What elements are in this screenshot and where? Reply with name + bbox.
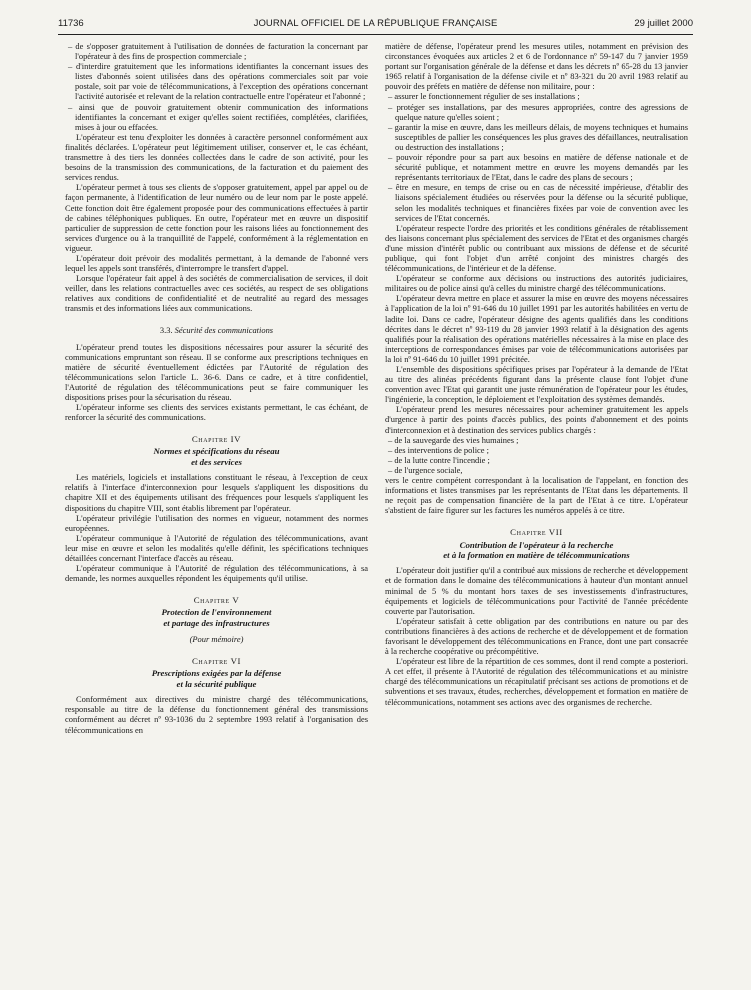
page-number: 11736 [58, 18, 84, 29]
paragraph: L'opérateur prend les mesures nécessaires pour acheminer gratuitement les appels d'urgence à partir des points d'accès publics, des points d'abonnement et des points d'interconnexion et à destination des services publics chargés : [385, 404, 688, 435]
paragraph: L'opérateur informe ses clients des services existants permettant, le cas échéant, de renforcer la sécurité des communications. [65, 402, 368, 423]
paragraph: L'opérateur privilégie l'utilisation des normes en vigueur, notamment des normes européennes. [65, 512, 368, 533]
chapter-title-line: Protection de l'environnement [161, 607, 272, 618]
section-heading [65, 325, 368, 335]
list-item: – de s'opposer gratuitement à l'utilisation de données de facturation la concernant par l'opérateur à des fins de prospection commerciale ; [68, 41, 368, 62]
paragraph: L'opérateur est libre de la répartition de ces sommes, dont il rend compte a posteriori. A cet effet, il présente à l'Autorité de régulation des télécommunications et au ministre chargé des télécommunications un récapitulatif précisant ses actions de promotions et de subventions et ses travaux, études, recherches, développement et formation en matière de télécommunications, notamment ses actions avec des organismes de recherche. [385, 656, 688, 707]
chapter-title [65, 446, 368, 467]
chapter-title [65, 607, 368, 628]
list-item: – de l'urgence sociale, [388, 464, 463, 475]
list-item: – être en mesure, en temps de crise ou en cas de nécessité impérieuse, d'établir des liaisons spécialement étudiées ou réservées pour la défense ou la sécurité publique, selon les modalités techniques et financières fixées par voie de convention avec les services de l'Etat concernés. [388, 182, 688, 223]
paragraph: vers le centre compétent correspondant à la localisation de l'appelant, en fonction des informations et listes transmises par les représentants de l'Etat dans les départements. Il ne reçoit pas de compensation financière de la part de l'Etat à ce titre. L'opérateur s'abstient de faire figurer sur les factures les numéros appelés à ce titre. [385, 475, 688, 516]
paragraph: L'opérateur communique à l'Autorité de régulation des télécommunications, à sa demande, les normes auxquelles répondent les équipements qu'il utilise. [65, 563, 368, 584]
list-item: – ainsi que de pouvoir gratuitement obtenir communication des informations identifiantes la concernant et exiger qu'elles soient rectifiées, complétées, clarifiées, mises à jour ou effacées. [68, 101, 368, 132]
paragraph: L'opérateur est tenu d'exploiter les données à caractère personnel conformément aux finalités déclarées. L'opérateur peut légitimement utiliser, conserver et, le cas échéant, transmettre à des tiers les données collectées dans le cadre de son activité, pour les besoins de la transmission des communications, de la facturation et du paiement des services rendus. [65, 131, 368, 183]
paragraph: L'opérateur permet à tous ses clients de s'opposer gratuitement, appel par appel ou de façon permanente, à l'identification de leur numéro ou de leur nom par le poste appelé. Cette fonction doit être également proposée pour des communications effectuées à partir de cabines téléphoniques publiques. En outre, l'opérateur met en œuvre un dispositif particulier de suppression de cette fonction pour les raisons liées au fonctionnement des services d'urgence ou à la tranquillité de l'appelé, conformément à la réglementation en vigueur. [65, 182, 368, 253]
paragraph: L'opérateur devra mettre en place et assurer la mise en œuvre des moyens nécessaires à l'application de la loi nº 91-646 du 10 juillet 1991 par les autorités habilitées en vertu de ladite loi. Dans ce cadre, l'opérateur désigne des agents qualifiés dans les conditions décrites dans le décret nº 93-119 du 28 janvier 1993 relatif à la désignation des agents qualifiés pour la réalisation des opérations matérielles nécessaires à la mise en place des interceptions de correspondances émises par voie de télécommunications autorisées par la loi nº 91-646 du 10 juillet 1991 précitée. [385, 293, 688, 364]
chapter-title-line: et la sécurité publique [176, 678, 257, 689]
paragraph: L'opérateur communique à l'Autorité de régulation des télécommunications, avant leur mise en œuvre et selon les modalités qu'elle définit, les spécifications techniques détaillées concernant l'interface d'accès au réseau. [65, 532, 368, 564]
left-column [65, 41, 368, 735]
chapter-title-line: et à la formation en matière de télécommunications [443, 549, 630, 560]
paragraph: L'opérateur satisfait à cette obligation par des contributions en nature ou par des contributions financières à des actions de recherche et de développement et de formation favorisant le développement des télécommunications en France, dont une part consacrée à la recherche coopérative ou précompétitive. [385, 615, 688, 657]
paragraph: L'ensemble des dispositions spécifiques prises par l'opérateur à la demande de l'Etat au titre des alinéas précédents figurant dans la présente clause font l'objet d'une convention avec l'Etat qui garantit une juste rémunération de l'opérateur pour les études, l'ingénierie, la conception, le déploiement et l'exploitation des systèmes demandés. [385, 364, 688, 405]
paragraph: matière de défense, l'opérateur prend les mesures utiles, notamment en prévision des circonstances évoquées aux articles 2 et 6 de l'ordonnance nº 59-147 du 7 janvier 1959 portant sur l'organisation générale de la défense et dans les décrets nº 65-28 du 13 janvier 1965 relatif à l'organisation de la défense civile et nº 83-321 du 20 avril 1983 relatif au pouvoir des préfets en matière de défense non militaire, pour : [385, 41, 688, 92]
memo-note: (Pour mémoire) [189, 634, 244, 645]
paragraph: L'opérateur se conforme aux décisions ou instructions des autorités judiciaires, militaires ou de police ainsi qu'à celles du ministre chargé des télécommunications. [385, 273, 688, 294]
list-item: – de la lutte contre l'incendie ; [388, 454, 490, 465]
list-item: – d'interdire gratuitement que les informations identifiantes la concernant issues des listes d'abonnés soient utilisées dans des opérations commerciales soit par voie postale, soit par voie de télécommunications, à l'exception des opérations concernant l'activité autorisée et relevant de la relation contractuelle entre l'opérateur et l'abonné ; [68, 61, 368, 102]
chapter-title-line: et des services [191, 456, 242, 467]
chapter-title [65, 668, 368, 689]
right-column [385, 41, 688, 707]
chapter-label: Chapitre VI [191, 656, 242, 667]
list-item: – de la sauvegarde des vies humaines ; [388, 434, 519, 445]
paragraph: L'opérateur doit prévoir des modalités permettant, à la demande de l'abonné vers lequel les appels sont transférés, d'interrompre le transfert d'appel. [65, 252, 368, 274]
publication-date: 29 juillet 2000 [634, 18, 693, 29]
chapter-title-line: Normes et spécifications du réseau [153, 446, 280, 457]
chapter-label: Chapitre IV [191, 434, 242, 445]
list-item: – pouvoir répondre pour sa part aux besoins en matière de défense nationale et de sécurité publique, et notamment mettre en œuvre les moyens demandés par les représentants territoriaux de l'Etat, dans le cadre des plans de secours ; [388, 152, 688, 183]
paragraph: Les matériels, logiciels et installations constituant le réseau, à l'exception de ceux relatifs à l'interface d'interconnexion pour lesquels s'appliquent les dispositions du chapitre XII et des équipements utilisant des fréquences pour lesquels s'appliquent les dispositions du chapitre VIII, sont établis librement par l'opérateur. [65, 472, 368, 513]
chapter-label: Chapitre VII [510, 527, 563, 538]
chapter-title-line: Contribution de l'opérateur à la recherche [459, 539, 614, 550]
chapter-label: Chapitre V [193, 595, 240, 606]
paragraph: L'opérateur respecte l'ordre des priorités et les conditions générales de rétablissement des liaisons concernant plus spécialement des services de l'Etat et des organismes chargés d'une mission d'intérêt public ou contribuant aux missions de défense et de sécurité publique, qui font l'objet d'un arrêté conjoint des ministres chargés des télécommunications, de l'intérieur et de la défense. [385, 222, 688, 274]
journal-title: JOURNAL OFFICIEL DE LA RÉPUBLIQUE FRANÇAISE [253, 18, 498, 29]
header-rule [58, 34, 693, 35]
paragraph: L'opérateur prend toutes les dispositions nécessaires pour assurer la sécurité des communications empruntant son réseau. Il se conforme aux prescriptions techniques en matière de sécurité éventuellement édictées par l'Autorité de régulation des télécommunications selon l'article L. 36-6. Dans ce cadre, et à titre confidentiel, l'Autorité de régulation des télécommunications peut se faire communiquer les dispositions prises pour la sécurisation du réseau. [65, 341, 368, 403]
chapter-title-line: et partage des infrastructures [163, 617, 270, 628]
list-item: – assurer le fonctionnement régulier de ses installations ; [388, 91, 580, 102]
chapter-title-line: Prescriptions exigées par la défense [151, 668, 282, 679]
list-item: – protéger ses installations, par des mesures appropriées, contre des agressions de quelque nature qu'elles soient ; [388, 101, 688, 122]
page-header [58, 18, 693, 32]
paragraph: Conformément aux directives du ministre chargé des télécommunications, responsable au titre de la défense du fonctionnement général des transmissions conformément au décret nº 93-1036 du 2 septembre 1993 relatif à l'organisation des télécommunications en [65, 694, 368, 735]
paragraph: L'opérateur doit justifier qu'il a contribué aux missions de recherche et développement et de formation dans le domaine des télécommunications à hauteur d'un montant annuel minimal de 5 % du montant hors taxes de ses investissements d'infrastructures, équipements et logiciels de télécommunications pour l'activité de l'année précédente couverte par l'autorisation. [385, 565, 688, 616]
paragraph: Lorsque l'opérateur fait appel à des sociétés de commercialisation de services, il doit veiller, dans les relations contractuelles avec ces sociétés, au respect de ses obligations relatives aux conditions de confidentialité et de neutralité au regard des messages transmis et des informations liées aux communications. [65, 273, 368, 314]
section-title: Sécurité des communications [174, 324, 274, 335]
list-item: – des interventions de police ; [388, 444, 489, 455]
list-item: – garantir la mise en œuvre, dans les meilleurs délais, de moyens techniques et humains susceptibles de pallier les conséquences les plus graves des défaillances, neutralisation ou destruction des installations ; [388, 121, 688, 152]
section-number: 3.3. [159, 324, 173, 335]
chapter-title [385, 540, 688, 561]
